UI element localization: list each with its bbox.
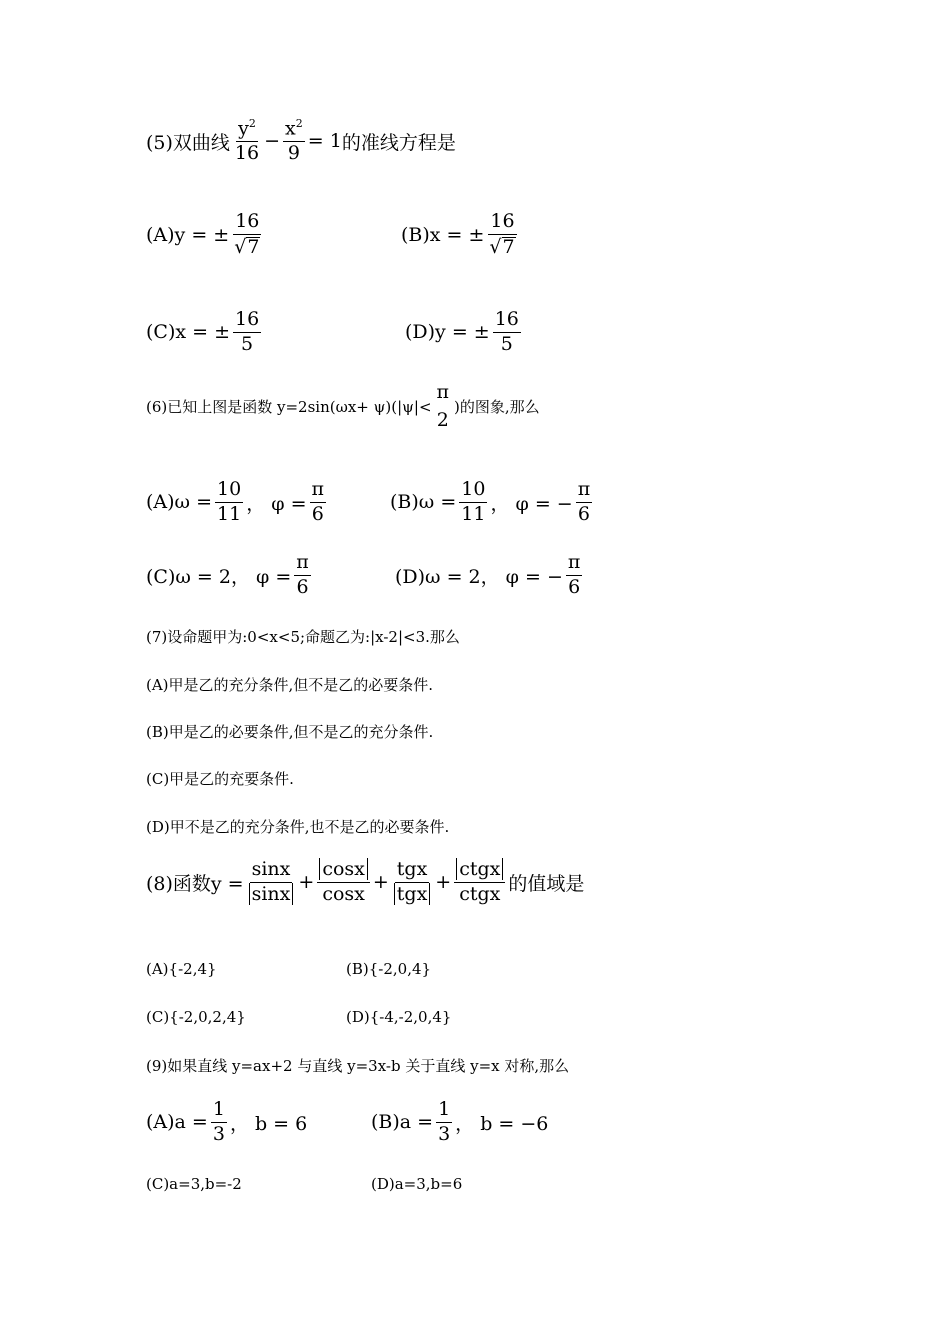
q6-option-d: (D)ω = 2， φ = − $\frac{\pi}{6}$: [395, 551, 581, 598]
q8-option-a: (A){-2,4}: [146, 960, 217, 978]
q7-option-d: (D)甲不是乙的充分条件,也不是乙的必要条件.: [146, 818, 450, 836]
q5-term2: $\frac{x^2}{9}$: [285, 117, 303, 165]
q8-option-d: (D){-4,-2,0,4}: [346, 1008, 452, 1026]
q7-option-b: (B)甲是乙的必要条件,但不是乙的充分条件.: [146, 723, 434, 741]
q8-option-b: (B){-2,0,4}: [346, 960, 432, 978]
q5-option-d: (D)y = ± $\frac{16}{5}$: [405, 308, 519, 355]
q6-option-a: (A)ω = $\frac{10}{11}$ ， φ = $\frac{\pi}{6}$: [146, 478, 324, 525]
q5-option-b: (B)x = ± 16 √ 7: [401, 210, 515, 258]
question-5: (5)双曲线 $\frac{y^2}{16}$ − $\frac{x^2}{9}$ = 1 的准线方程是: [146, 117, 456, 165]
q8-option-c: (C){-2,0,2,4}: [146, 1008, 246, 1026]
q9-option-a: (A)a = $\frac{1}{3}$ ， b = 6: [146, 1098, 308, 1145]
q9-option-c: (C)a=3,b=-2: [146, 1175, 242, 1193]
q7-option-a: (A)甲是乙的充分条件,但不是乙的必要条件.: [146, 676, 434, 694]
question-8: (8)函数y = $\frac{\sin x}{\sin x}$ + $\frac{\cos x}{\cos x}$ + $\frac{\text{tgx}}{\text{tgx}}$ + $\frac{\text{ctgx}}{\text{ctgx}}$ 的值域是: [146, 858, 585, 905]
q9-option-b: (B)a = $\frac{1}{3}$ ， b = −6: [371, 1098, 549, 1145]
q5-term1: $\frac{y^2}{16}$: [234, 117, 260, 165]
question-9: (9)如果直线 y=ax+2 与直线 y=3x-b 关于直线 y=x 对称,那么: [146, 1057, 570, 1075]
q5-option-c: (C)x = ± $\frac{16}{5}$: [146, 308, 260, 355]
q9-option-d: (D)a=3,b=6: [371, 1175, 463, 1193]
q5-suffix: 的准线方程是: [341, 131, 456, 154]
q6-option-b: (B)ω = $\frac{10}{11}$ ， φ = − $\frac{\pi}{6}$: [390, 478, 591, 525]
q5-option-a: (A)y = ± 16 √ 7: [146, 210, 260, 258]
q7-option-c: (C)甲是乙的充要条件.: [146, 770, 294, 788]
q5-prefix: (5)双曲线: [146, 131, 230, 154]
question-6: (6)已知上图是函数 y=2sin(ωx+ ψ)(|ψ|< π 2 )的图象,那么: [146, 381, 540, 431]
question-7: (7)设命题甲为:0<x<5;命题乙为:|x-2|<3.那么: [146, 628, 460, 646]
q6-option-c: (C)ω = 2， φ = $\frac{\pi}{6}$: [146, 551, 309, 598]
